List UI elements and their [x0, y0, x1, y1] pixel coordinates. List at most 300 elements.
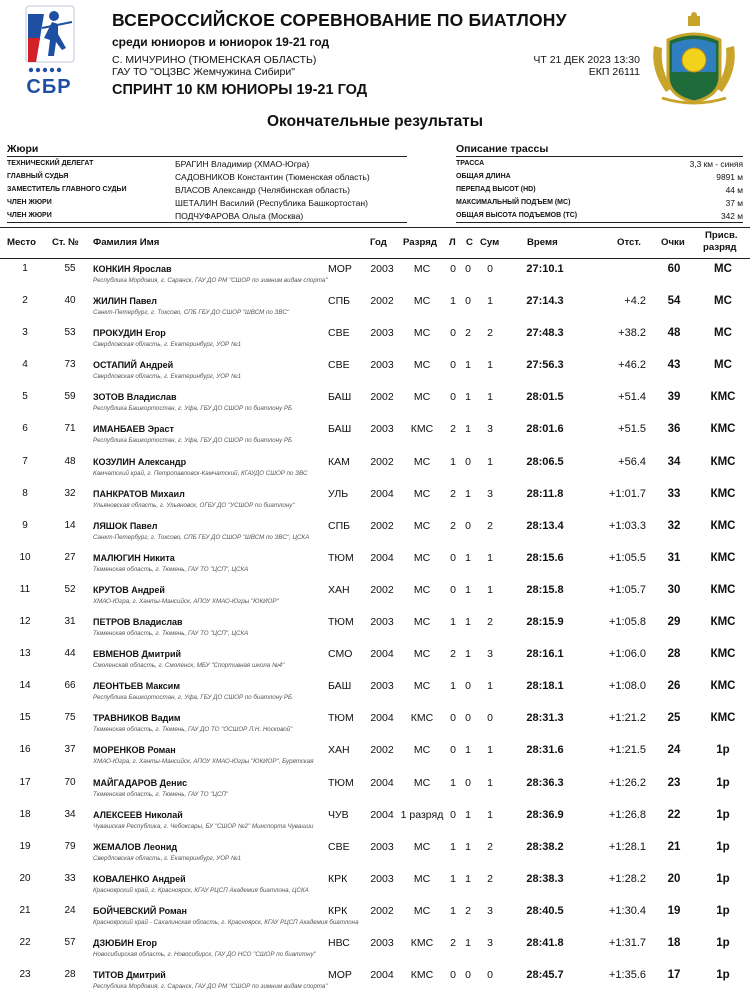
standing-misses: 0: [465, 295, 471, 308]
team-info: Санкт-Петербург, г. Токсово, СПБ ГБУ ДО СШОР "ШВСМ по ЗВС", ЦСКА: [93, 533, 310, 541]
jury-name: ПОДЧУФАРОВА Ольга (Москва): [175, 210, 304, 221]
standing-misses: 1: [465, 391, 471, 404]
athlete-name: ЖИЛИН Павел: [93, 296, 157, 307]
standing-misses: 0: [465, 969, 471, 982]
jury-heading: Жюри: [7, 143, 39, 155]
region-code: СВЕ: [328, 359, 350, 372]
event-location: С. МИЧУРИНО (ТЮМЕНСКАЯ ОБЛАСТЬ): [112, 54, 317, 66]
finish-time: 28:31.6: [526, 744, 564, 757]
prone-misses: 0: [450, 263, 456, 275]
points-cell: 22: [667, 808, 681, 821]
standing-misses: 0: [465, 776, 471, 789]
table-row: [0, 963, 750, 995]
jury-role: ЗАМЕСТИТЕЛЬ ГЛАВНОГО СУДЬИ: [7, 186, 127, 193]
total-misses: 0: [487, 712, 493, 725]
standing-misses: 2: [465, 904, 471, 917]
assigned-rank: 1р: [716, 904, 730, 917]
event-ekp: ЕКП 26111: [588, 66, 640, 78]
prone-misses: 0: [450, 744, 456, 757]
athlete-name: ЗОТОВ Владислав: [93, 392, 177, 403]
athlete-name: ДЗЮБИН Егор: [93, 937, 158, 948]
points-cell: 29: [667, 616, 681, 629]
region-code: СМО: [328, 648, 353, 661]
assigned-rank: КМС: [710, 712, 736, 725]
athlete-name: ТРАВНИКОВ Вадим: [93, 713, 181, 724]
team-info: Тюменская область, г. Тюмень, ГАУ ТО "ЦСП", ЦСКА: [93, 630, 249, 638]
prone-misses: 0: [450, 359, 456, 372]
region-code: ХАН: [328, 744, 350, 757]
finish-time: 28:18.1: [526, 680, 564, 693]
time-gap: +4.2: [624, 295, 646, 308]
bib-cell: 48: [64, 455, 76, 467]
table-row: [0, 835, 750, 867]
jury-row: [7, 209, 407, 222]
prone-misses: 2: [450, 423, 456, 436]
points-cell: 31: [667, 551, 681, 564]
team-info: Смоленская область, г. Смоленск, МБУ "Спортивная школа №4": [93, 662, 285, 670]
total-misses: 2: [487, 616, 493, 629]
prone-misses: 0: [450, 327, 456, 340]
event-venue: ГАУ ТО "ОЦЗВС Жемчужина Сибири": [112, 66, 295, 78]
time-gap: +1:28.1: [608, 840, 646, 853]
time-gap: +1:31.7: [608, 936, 646, 949]
col-gap: Отст.: [617, 237, 641, 248]
time-gap: +46.2: [618, 359, 646, 372]
jury-role: ЧЛЕН ЖЮРИ: [7, 212, 52, 219]
table-row: [0, 257, 750, 289]
bib-cell: 71: [64, 423, 76, 435]
points-cell: 60: [667, 263, 681, 275]
place-cell: 21: [19, 904, 31, 916]
sport-rank: МС: [413, 519, 431, 532]
time-gap: +1:30.4: [608, 904, 646, 917]
sport-rank: МС: [413, 744, 431, 757]
team-info: Свердловская область, г. Екатеринбург, УОР №1: [93, 373, 242, 381]
region-code: СПБ: [328, 295, 351, 308]
prone-misses: 1: [450, 904, 456, 917]
col-time: Время: [527, 237, 558, 248]
bib-cell: 34: [64, 808, 76, 820]
sport-rank: МС: [413, 840, 431, 853]
time-gap: +1:08.0: [608, 680, 646, 693]
birth-year: 2003: [370, 423, 394, 436]
table-row: [0, 578, 750, 610]
birth-year: 2004: [370, 648, 394, 661]
track-row: [456, 209, 743, 222]
total-misses: 1: [487, 391, 493, 404]
place-cell: 17: [19, 776, 31, 788]
sport-rank: КМС: [410, 936, 434, 949]
assigned-rank: 1р: [716, 936, 730, 949]
sport-rank: КМС: [410, 712, 434, 725]
points-cell: 32: [667, 519, 681, 532]
prone-misses: 0: [450, 712, 456, 725]
time-gap: +1:35.6: [608, 969, 646, 982]
bib-cell: 40: [64, 295, 76, 307]
region-code: МОР: [328, 969, 352, 982]
table-row: [0, 610, 750, 642]
athlete-name: ИМАНБАЕВ Эраст: [93, 424, 174, 435]
birth-year: 2004: [370, 969, 394, 982]
total-misses: 1: [487, 359, 493, 372]
points-cell: 34: [667, 455, 681, 468]
athlete-name: ЛЕОНТЬЕВ Максим: [93, 681, 180, 692]
col-place: Место: [7, 237, 36, 248]
standing-misses: 1: [465, 583, 471, 596]
standing-misses: 0: [465, 680, 471, 693]
sport-rank: КМС: [410, 423, 434, 436]
team-info: Тюменская область, г. Тюмень, ГАУ ДО ТО "ОСШОР Л.Н. Носковой": [93, 726, 293, 734]
time-gap: +1:06.0: [608, 648, 646, 661]
time-gap: +1:05.8: [608, 616, 646, 629]
finish-time: 27:56.3: [526, 359, 564, 372]
team-info: Республика Мордовия, г. Саранск, ГАУ ДО РМ "СШОР по зимним видам спорта": [93, 277, 328, 284]
event-title: ВСЕРОССИЙСКОЕ СОРЕВНОВАНИЕ ПО БИАТЛОНУ: [112, 10, 567, 30]
table-row: [0, 803, 750, 835]
event-subtitle: среди юниоров и юниорок 19-21 год: [112, 35, 330, 49]
track-value: 9891 м: [716, 171, 743, 182]
finish-time: 27:48.3: [526, 327, 564, 340]
track-label: ОБЩАЯ ДЛИНА: [456, 173, 511, 180]
time-gap: +1:05.5: [608, 551, 646, 564]
athlete-name: ПАНКРАТОВ Михаил: [93, 488, 185, 499]
assigned-rank: 1р: [716, 776, 730, 789]
jury-role: ТЕХНИЧЕСКИЙ ДЕЛЕГАТ: [7, 160, 94, 167]
birth-year: 2003: [370, 616, 394, 629]
jury-name: ШЕТАЛИН Василий (Республика Башкортостан): [175, 197, 369, 208]
table-row: [0, 706, 750, 738]
track-value: 342 м: [720, 210, 743, 221]
birth-year: 2004: [370, 776, 394, 789]
birth-year: 2003: [370, 840, 394, 853]
total-misses: 0: [487, 263, 493, 275]
sport-rank: МС: [413, 487, 431, 500]
birth-year: 2003: [370, 359, 394, 372]
finish-time: 28:01.5: [526, 391, 564, 404]
sport-rank: 1 разряд: [400, 808, 444, 821]
region-code: БАШ: [328, 423, 352, 436]
table-row: [0, 771, 750, 803]
track-label: ПЕРЕПАД ВЫСОТ (HD): [456, 186, 536, 193]
birth-year: 2002: [370, 391, 394, 404]
finish-time: 27:14.3: [526, 295, 564, 308]
place-cell: 12: [19, 616, 31, 628]
prone-misses: 2: [450, 936, 456, 949]
assigned-rank: МС: [714, 263, 732, 275]
track-heading: Описание трассы: [456, 143, 549, 155]
time-gap: +1:21.5: [608, 744, 646, 757]
athlete-name: ПЕТРОВ Владислав: [93, 617, 183, 628]
table-row: [0, 514, 750, 546]
region-code: ТЮМ: [328, 551, 354, 564]
finish-time: 28:13.4: [526, 519, 564, 532]
team-info: Тюменская область, г. Тюмень, ГАУ ТО "ЦСП": [93, 790, 229, 798]
bib-cell: 57: [64, 936, 76, 948]
jury-role: ЧЛЕН ЖЮРИ: [7, 199, 52, 206]
finish-time: 28:06.5: [526, 455, 564, 468]
prone-misses: 1: [450, 616, 456, 629]
place-cell: 11: [19, 583, 31, 595]
track-row: [456, 157, 743, 170]
bib-cell: 32: [64, 487, 76, 499]
team-info: Республика Башкортостан, г. Уфа, ГБУ ДО СШОР по биатлону РБ: [93, 437, 293, 445]
col-rank: Разряд: [403, 237, 437, 248]
standing-misses: 1: [465, 872, 471, 885]
finish-time: 28:40.5: [526, 904, 564, 917]
standing-misses: 0: [465, 455, 471, 468]
team-info: Свердловская область, г. Екатеринбург, УОР №1: [93, 341, 242, 349]
bib-cell: 28: [64, 969, 76, 981]
finish-time: 28:15.6: [526, 551, 564, 564]
finish-time: 28:41.8: [526, 936, 564, 949]
athlete-name: ТИТОВ Дмитрий: [93, 970, 166, 981]
place-cell: 19: [19, 840, 31, 852]
place-cell: 16: [19, 744, 31, 756]
assigned-rank: КМС: [710, 616, 736, 629]
total-misses: 1: [487, 295, 493, 308]
results-title: Окончательные результаты: [266, 113, 484, 130]
region-code: ТЮМ: [328, 776, 354, 789]
bib-cell: 66: [64, 680, 76, 692]
sport-rank: МС: [413, 455, 431, 468]
federation-logo-text: СБР: [26, 76, 72, 98]
region-code: СПБ: [328, 519, 351, 532]
finish-time: 28:11.8: [526, 487, 564, 500]
team-info: Тюменская область, г. Тюмень, ГАУ ТО "ЦСП", ЦСКА: [93, 565, 249, 573]
birth-year: 2004: [370, 487, 394, 500]
table-row: [0, 674, 750, 706]
team-info: ХМАО-Югра, г. Ханты-Мансийск, АПОУ ХМАО-Югры "ЮКИОР", Бурятская: [93, 758, 314, 766]
points-cell: 25: [667, 712, 681, 725]
place-cell: 9: [22, 519, 28, 531]
table-row: [0, 450, 750, 482]
jury-row: [7, 196, 407, 209]
bib-cell: 31: [64, 616, 76, 628]
col-prone: Л: [449, 237, 456, 248]
assigned-rank: КМС: [710, 455, 736, 468]
bib-cell: 27: [64, 551, 76, 563]
points-cell: 17: [667, 969, 681, 982]
assigned-rank: КМС: [710, 423, 736, 436]
track-row: [456, 196, 743, 209]
federation-logo: [14, 4, 84, 108]
table-row: [0, 546, 750, 578]
birth-year: 2002: [370, 744, 394, 757]
track-label: МАКСИМАЛЬНЫЙ ПОДЪЕМ (MC): [456, 199, 571, 206]
region-code: ХАН: [328, 583, 350, 596]
bib-cell: 73: [64, 359, 76, 371]
team-info: ХМАО-Югра, г. Ханты-Мансийск, АПОУ ХМАО-Югры "ЮКИОР": [93, 597, 279, 605]
place-cell: 13: [19, 648, 31, 660]
team-info: Ульяновская область, г. Ульяновск, ОГБУ ДО "УСШОР по биатлону": [93, 501, 295, 509]
standing-misses: 0: [465, 712, 471, 725]
sport-rank: МС: [413, 295, 431, 308]
standing-misses: 2: [465, 327, 471, 340]
points-cell: 33: [667, 487, 681, 500]
total-misses: 0: [487, 969, 493, 982]
region-code: ТЮМ: [328, 712, 354, 725]
points-cell: 20: [667, 872, 681, 885]
track-row: [456, 183, 743, 196]
assigned-rank: КМС: [710, 487, 736, 500]
col-year: Год: [370, 237, 387, 248]
time-gap: +51.5: [618, 423, 646, 436]
region-code: ТЮМ: [328, 616, 354, 629]
bib-cell: 52: [64, 583, 76, 595]
birth-year: 2003: [370, 327, 394, 340]
results-table-body: [0, 257, 750, 995]
assigned-rank: МС: [714, 327, 732, 340]
jury-role: ГЛАВНЫЙ СУДЬЯ: [7, 173, 69, 180]
event-datetime: ЧТ 21 ДЕК 2023 13:30: [533, 54, 640, 66]
table-row: [0, 353, 750, 385]
place-cell: 3: [22, 327, 28, 339]
time-gap: +1:05.7: [608, 583, 646, 596]
time-gap: +38.2: [618, 327, 646, 340]
athlete-name: МАЛЮГИН Никита: [93, 552, 175, 563]
sport-rank: МС: [413, 776, 431, 789]
results-table-header: [0, 227, 750, 259]
sport-rank: МС: [413, 327, 431, 340]
athlete-name: ЖЕМАЛОВ Леонид: [93, 841, 178, 852]
sport-rank: МС: [413, 359, 431, 372]
assigned-rank: КМС: [710, 583, 736, 596]
sport-rank: МС: [413, 616, 431, 629]
birth-year: 2003: [370, 872, 394, 885]
jury-row: [7, 157, 407, 170]
total-misses: 3: [487, 936, 493, 949]
total-misses: 2: [487, 327, 493, 340]
team-info: Республика Башкортостан, г. Уфа, ГБУ ДО СШОР по биатлону РБ: [93, 694, 293, 702]
table-row: [0, 385, 750, 417]
prone-misses: 2: [450, 519, 456, 532]
assigned-rank: 1р: [716, 872, 730, 885]
track-value: 44 м: [725, 184, 743, 195]
birth-year: 2002: [370, 519, 394, 532]
total-misses: 3: [487, 487, 493, 500]
col-bib: Ст. №: [52, 237, 79, 248]
time-gap: +1:26.2: [608, 776, 646, 789]
finish-time: 27:10.1: [526, 263, 564, 275]
race-title: СПРИНТ 10 КМ ЮНИОРЫ 19-21 ГОД: [112, 82, 368, 98]
total-misses: 1: [487, 680, 493, 693]
table-row: [0, 482, 750, 514]
place-cell: 22: [19, 936, 31, 948]
region-coat-of-arms: [648, 10, 740, 106]
place-cell: 2: [22, 295, 28, 307]
total-misses: 2: [487, 840, 493, 853]
standing-misses: 0: [465, 519, 471, 532]
prone-misses: 1: [450, 680, 456, 693]
track-label: ТРАССА: [456, 160, 485, 167]
assigned-rank: 1р: [716, 840, 730, 853]
track-row: [456, 170, 743, 183]
assigned-rank: 1р: [716, 744, 730, 757]
standing-misses: 1: [465, 808, 471, 821]
sport-rank: МС: [413, 391, 431, 404]
bib-cell: 59: [64, 391, 76, 403]
jury-name: ВЛАСОВ Александр (Челябинская область): [175, 184, 350, 195]
finish-time: 28:15.9: [526, 616, 564, 629]
team-info: Красноярский край - Сахалинская область, г. Красноярск, КГАУ РЦСП Академия биатлона: [93, 918, 359, 926]
athlete-name: КОНКИН Ярослав: [93, 264, 172, 274]
total-misses: 2: [487, 519, 493, 532]
standing-misses: 0: [465, 263, 471, 275]
time-gap: +1:01.7: [608, 487, 646, 500]
jury-row: [7, 170, 407, 183]
sport-rank: МС: [413, 904, 431, 917]
jury-list: [7, 156, 407, 223]
col-standing: С: [466, 237, 473, 248]
points-cell: 26: [667, 680, 681, 693]
region-code: БАШ: [328, 391, 352, 404]
standing-misses: 1: [465, 648, 471, 661]
standing-misses: 1: [465, 936, 471, 949]
prone-misses: 2: [450, 487, 456, 500]
sport-rank: МС: [413, 583, 431, 596]
table-row: [0, 289, 750, 321]
region-code: МОР: [328, 263, 352, 275]
sport-rank: МС: [413, 872, 431, 885]
place-cell: 20: [19, 872, 31, 884]
bib-cell: 44: [64, 648, 76, 660]
team-info: Чувашская Республика, г. Чебоксары, БУ "СШОР №2" Минспорта Чувашии: [93, 822, 314, 830]
bib-cell: 33: [64, 872, 76, 884]
total-misses: 2: [487, 872, 493, 885]
prone-misses: 0: [450, 551, 456, 564]
place-cell: 14: [19, 680, 31, 692]
team-info: Камчатский край, г. Петропавловск-Камчатский, КГАУДО СШОР по ЗВС: [93, 469, 308, 477]
prone-misses: 1: [450, 295, 456, 308]
birth-year: 2003: [370, 936, 394, 949]
total-misses: 3: [487, 904, 493, 917]
birth-year: 2004: [370, 808, 394, 821]
bib-cell: 75: [64, 712, 76, 724]
place-cell: 6: [22, 423, 28, 435]
time-gap: +1:03.3: [608, 519, 646, 532]
track-label: ОБЩАЯ ВЫСОТА ПОДЪЕМОВ (TC): [456, 212, 578, 219]
assigned-rank: КМС: [710, 391, 736, 404]
region-code: БАШ: [328, 680, 352, 693]
total-misses: 1: [487, 808, 493, 821]
prone-misses: 1: [450, 776, 456, 789]
bib-cell: 55: [64, 263, 76, 274]
table-row: [0, 931, 750, 963]
birth-year: 2002: [370, 455, 394, 468]
region-code: СВЕ: [328, 327, 350, 340]
place-cell: 7: [22, 455, 28, 467]
place-cell: 4: [22, 359, 28, 371]
birth-year: 2002: [370, 295, 394, 308]
prone-misses: 0: [450, 391, 456, 404]
total-misses: 1: [487, 455, 493, 468]
finish-time: 28:31.3: [526, 712, 564, 725]
points-cell: 54: [667, 295, 681, 308]
col-points: Очки: [661, 237, 685, 248]
time-gap: +1:28.2: [608, 872, 646, 885]
place-cell: 18: [19, 808, 31, 820]
points-cell: 24: [667, 744, 681, 757]
standing-misses: 1: [465, 359, 471, 372]
points-cell: 18: [667, 936, 681, 949]
place-cell: 8: [22, 487, 28, 499]
birth-year: 2002: [370, 583, 394, 596]
jury-name: БРАГИН Владимир (ХМАО-Югра): [175, 158, 310, 169]
place-cell: 23: [19, 969, 31, 981]
prone-misses: 1: [450, 872, 456, 885]
region-code: НВС: [328, 936, 350, 949]
team-info: Свердловская область, г. Екатеринбург, УОР №1: [93, 854, 242, 862]
